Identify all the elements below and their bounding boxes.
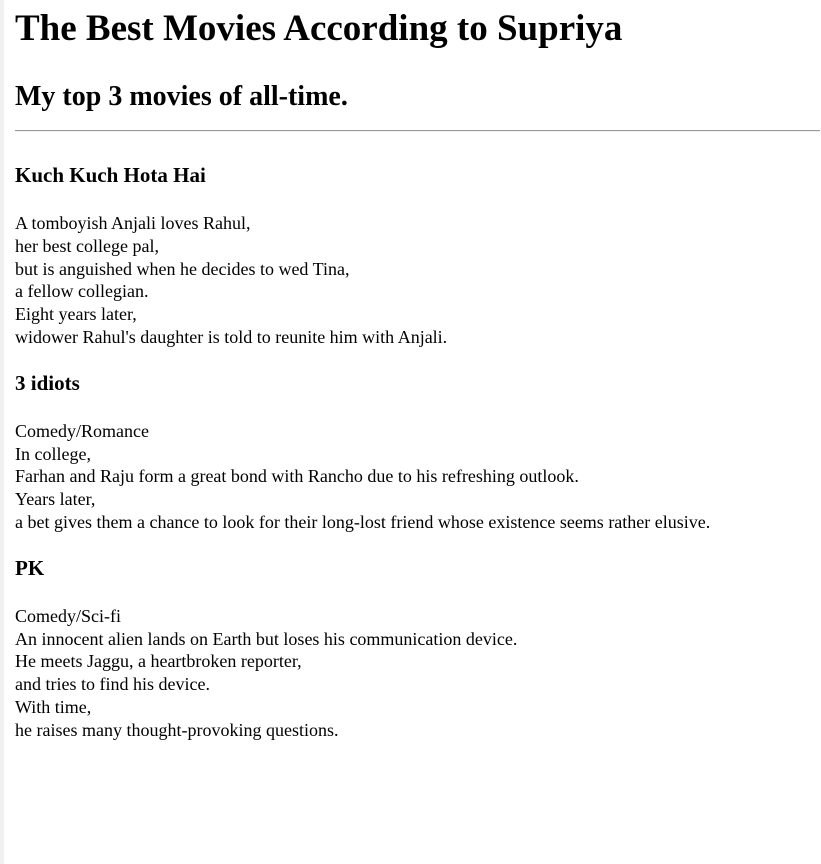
movie-description-line: a bet gives them a chance to look for their long-lost friend whose existence seems rather elusive. [15,511,711,532]
movie-genre: Comedy/Sci-fi [15,605,121,626]
movie-description-line: her best college pal, [15,235,159,256]
divider [15,130,820,132]
movie-description-line: He meets Jaggu, a heartbroken reporter, [15,651,302,672]
movie-description-line: Farhan and Raju form a great bond with Rancho due to his refreshing outlook. [15,466,579,487]
movie-description-line: but is anguished when he decides to wed Tina, [15,258,350,279]
movie-description-line: With time, [15,696,92,717]
movie-list [15,162,821,763]
browser-left-edge [0,0,4,864]
movie-title: PK [15,555,45,580]
movie-title: 3 idiots [15,370,80,395]
movie-description-line: he raises many thought-provoking questions. [15,719,339,740]
page-subtitle: My top 3 movies of all-time. [15,81,348,112]
movie-description-line: A tomboyish Anjali loves Rahul, [15,213,251,233]
movie-description-line: a fellow collegian. [15,281,149,302]
page-title: The Best Movies According to Supriya [15,8,623,49]
movie-title: Kuch Kuch Hota Hai [15,163,206,187]
movie-description-line: Eight years later, [15,304,137,325]
movie-description-line: An innocent alien lands on Earth but loses his communication device. [15,628,518,649]
movie-item [15,555,821,742]
movie-description-line: widower Rahul's daughter is told to reunite him with Anjali. [15,326,448,347]
movie-description-line: Years later, [15,489,96,510]
movie-description-line: In college, [15,443,91,464]
movie-item [15,162,821,349]
movie-item [15,370,821,534]
movie-description-line: and tries to find his device. [15,674,210,695]
movie-genre: Comedy/Romance [15,420,149,441]
